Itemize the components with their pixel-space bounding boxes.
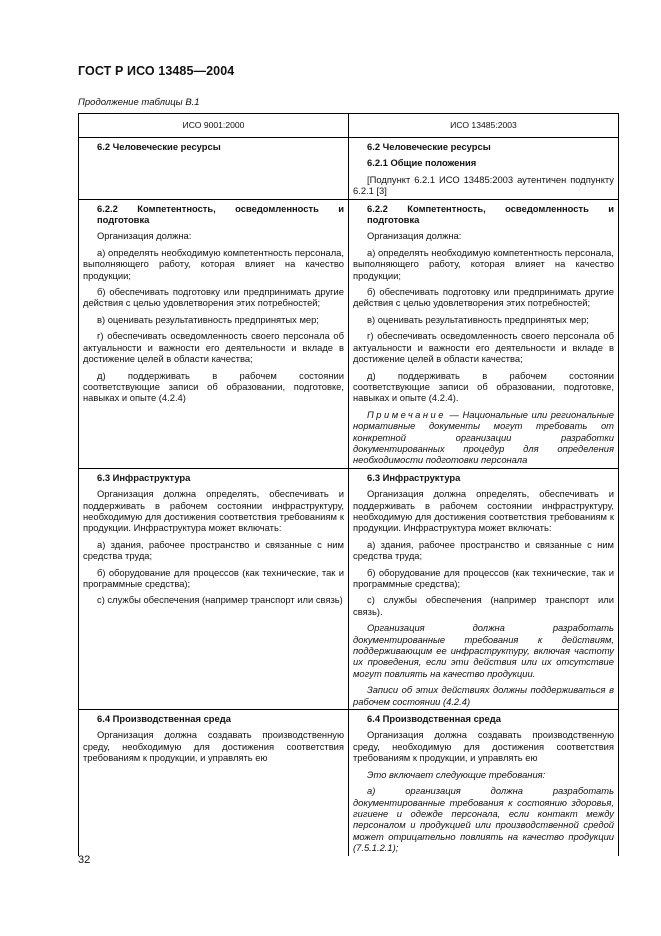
page-number: 32 [78,854,91,866]
list-item: с) службы обеспечения (например транспорт или связь). [353,594,614,617]
table-cell-right [349,468,619,709]
italic-paragraph: Записи об этих действиях должны поддерживаться в рабочем состоянии (4.2.4) [353,684,614,707]
list-item: г) обеспечивать осведомленность своего персонала об актуальности и важности его деятельности и вкладе в достижение целей в области качества; [83,330,344,365]
list-item: г) обеспечивать осведомленность своего персонала об актуальности и важности его деятельности и вкладе в достижение целей в области качества; [353,330,614,365]
paragraph: Организация должна определять, обеспечивать и поддерживать в рабочем состоянии инфраструктуру, необходимую для достижения соответствия требованиям к продукции. Инфраструктура может включать: [353,488,614,534]
italic-paragraph: Организация должна разработать документированные требования к действиям, поддерживающим ее инфраструктуру, включая частоту их проведения, если эти действия или их отсутствие могут повлиять на качество продукции. [353,622,614,679]
table-row [79,138,619,200]
column-header-iso13485: ИСО 13485:2003 [349,114,619,138]
subsection-note: [Подпункт 6.2.1 ИСО 13485:2003 аутентичен подпункту 6.2.1 [3] [353,173,614,197]
table-cell-right [349,138,619,200]
section-heading: 6.4 Производственная среда [97,713,231,725]
list-item: б) оборудование для процессов (как технические, так и программные средства); [353,566,614,589]
section-heading: 6.2.2 Компетентность, осведомленность и подготовка [97,202,344,226]
list-item: б) обеспечивать подготовку или предпринимать другие действия с целью удовлетворения этих потребностей; [83,286,344,309]
italic-list-item: а) организация должна разработать документированные требования к состоянию здоровья, гигиене и одежде персонала, если контакт между персоналом и продукцией или производственной средой может отрицательно повлиять на качество продукции (7.5.1.2.1); [353,785,614,854]
paragraph: Организация должна создавать производственную среду, необходимую для достижения соответствия требованиям к продукции, и управлять ею [83,729,344,764]
column-header-iso9001: ИСО 9001:2000 [79,114,349,138]
note-text: — Национальные или региональные нормативные документы могут требовать от конкретной организации разработки документированных процедур для определения необходимости подготовки персонала [353,408,614,466]
list-item: а) здания, рабочее пространство и связанные с ним средства труда; [353,538,614,562]
table-row [79,468,619,709]
list-item: в) оценивать результативность предпринятых мер; [97,313,319,325]
list-item: а) здания, рабочее пространство и связанные с ним средства труда; [83,538,344,562]
table-cell-left [79,468,349,709]
paragraph: Организация должна: [97,230,192,242]
section-heading: 6.4 Производственная среда [367,713,501,725]
note-paragraph [353,409,614,466]
table-header-row [79,114,619,138]
paragraph: Организация должна: [367,230,462,242]
section-heading: 6.3 Инфраструктура [367,471,461,483]
table-cell-right [349,199,619,468]
italic-paragraph: Это включает следующие требования: [367,768,546,780]
section-heading: 6.3 Инфраструктура [97,471,191,483]
section-heading: 6.2.2 Компетентность, осведомленность и подготовка [367,202,614,226]
table-row [79,199,619,468]
section-heading: 6.2 Человеческие ресурсы [97,141,221,152]
list-item: д) поддерживать в рабочем состоянии соответствующие записи об образовании, подготовке, навыках и опыте (4.2.4). [353,369,614,404]
paragraph: Организация должна определять, обеспечивать и поддерживать в рабочем состоянии инфраструктуру, необходимую для достижения соответствия требованиям к продукции. Инфраструктура может включать: [83,488,344,534]
table-cell-left [79,138,349,200]
section-heading: 6.2 Человеческие ресурсы [367,141,491,152]
list-item: а) определять необходимую компетентность персонала, выполняющего работу, которая влияет на качество продукции; [353,246,614,281]
list-item: а) определять необходимую компетентность персонала, выполняющего работу, которая влияет на качество продукции; [83,246,344,281]
table-caption: Продолжение таблицы В.1 [78,97,200,108]
note-label: Примечание [367,408,446,420]
paragraph: Организация должна создавать производственную среду, необходимую для достижения соответствия требованиям к продукции, и управлять ею [353,729,614,764]
table-cell-right [349,710,619,856]
comparison-table [78,113,619,856]
subsection-heading: 6.2.1 Общие положения [367,157,477,169]
list-item: д) поддерживать в рабочем состоянии соответствующие записи об образовании, подготовке, навыках и опыте (4.2.4) [83,369,344,404]
list-item: б) оборудование для процессов (как технические, так и программные средства); [83,566,344,589]
table-cell-left [79,199,349,468]
list-item: с) службы обеспечения (например транспорт или связь) [97,594,343,606]
table-cell-left [79,710,349,856]
list-item: в) оценивать результативность предпринятых мер; [367,313,589,325]
table-row [79,710,619,856]
document-header: ГОСТ Р ИСО 13485—2004 [78,64,235,78]
list-item: б) обеспечивать подготовку или предпринимать другие действия с целью удовлетворения этих потребностей; [353,286,614,309]
